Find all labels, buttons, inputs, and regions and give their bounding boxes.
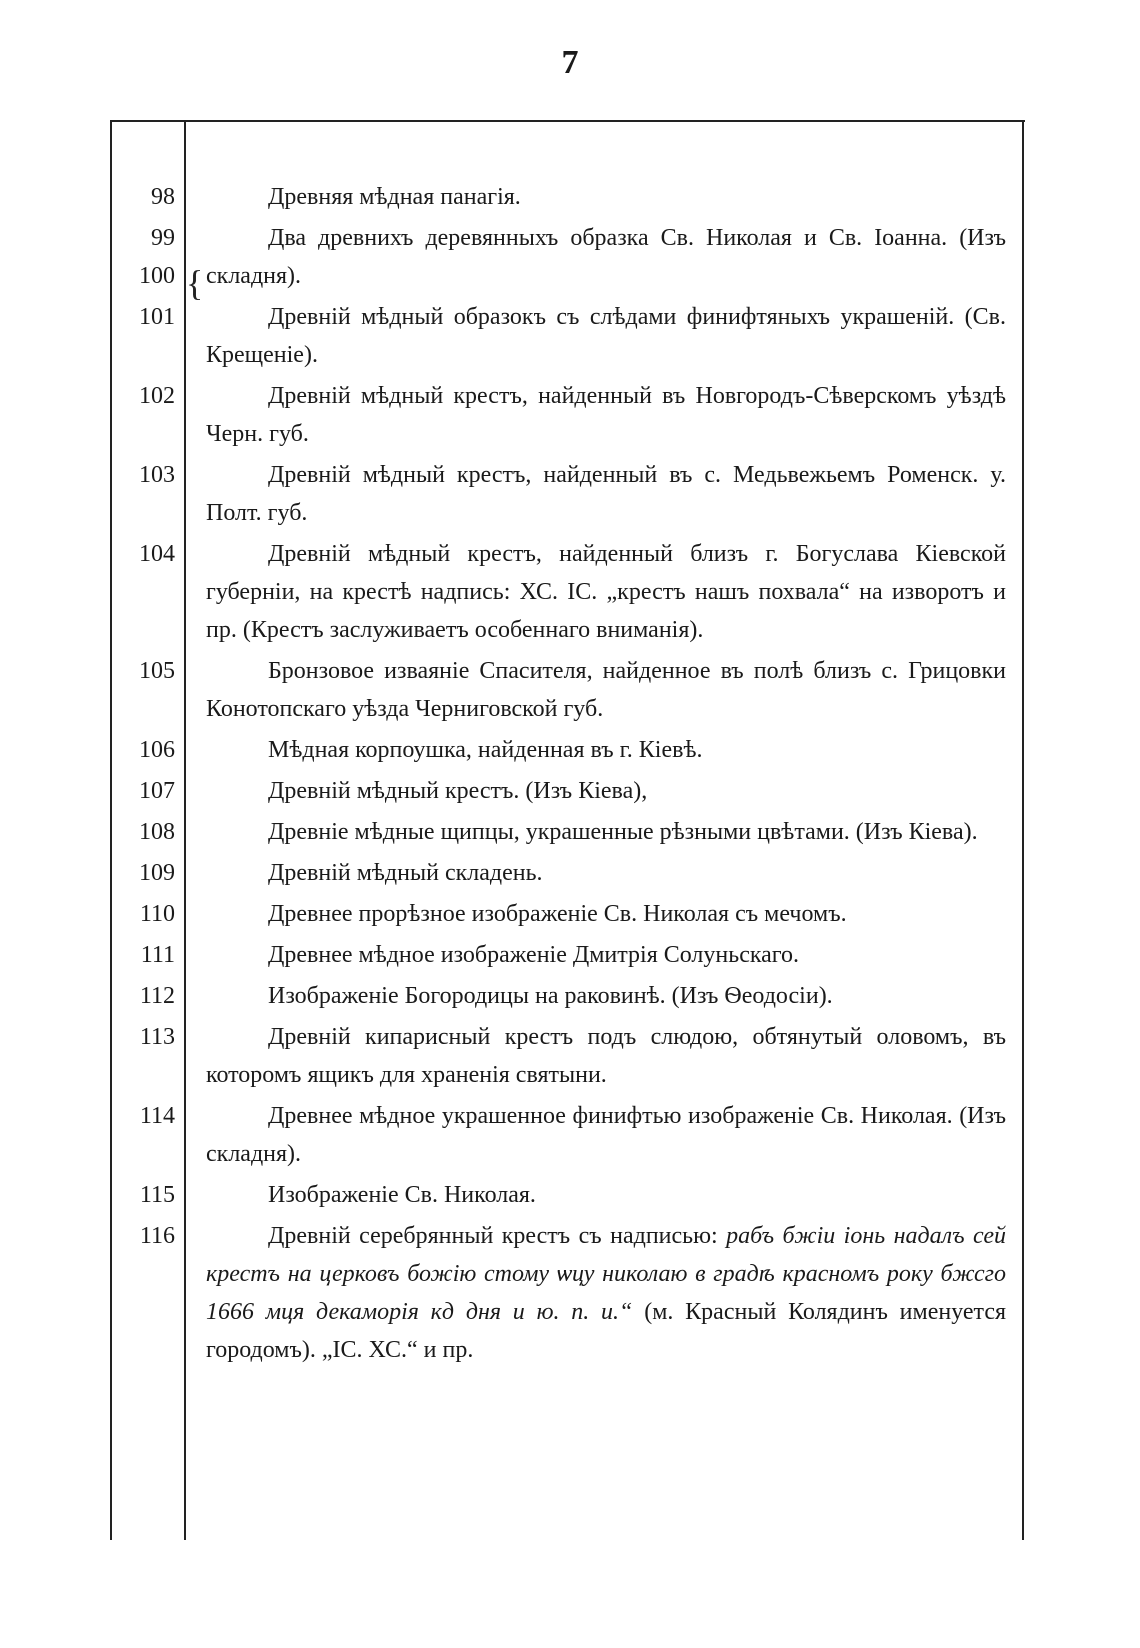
entry-number: 111 <box>140 942 175 968</box>
entry-number: 106 <box>139 737 175 763</box>
entry-number: 112 <box>139 983 175 1009</box>
catalog-entry-109 <box>0 854 1140 892</box>
catalog-entry-110 <box>0 895 1140 933</box>
entry-text: Древніе мѣдные щипцы, украшенные рѣзными цвѣтами. (Изъ Кіева). <box>268 819 978 845</box>
entry-text: Древній мѣдный складень. <box>268 860 543 886</box>
catalog-entry-108 <box>0 813 1140 851</box>
entry-text: Древній мѣдный образокъ съ слѣдами финифтяныхъ украшеній. (Св. Крещеніе). <box>206 304 1006 368</box>
entry-text: Изображеніе Св. Николая. <box>268 1182 536 1208</box>
entry-number: 101 <box>139 304 175 330</box>
entry-text: Древній мѣдный крестъ, найденный въ с. Медьвежьемъ Роменск. у. Полт. губ. <box>206 462 1006 526</box>
entry-text: Мѣдная корпоушка, найденная въ г. Кіевѣ. <box>268 737 703 763</box>
entry-number-secondary: 100 <box>139 263 175 289</box>
catalog-entry-112 <box>0 977 1140 1015</box>
entry-text: Бронзовое изваяніе Спасителя, найденное въ полѣ близъ с. Грицовки Конотопскаго уѣзда Черниговской губ. <box>206 658 1006 722</box>
entry-text: Изображеніе Богородицы на раковинѣ. (Изъ Ѳеодосіи). <box>268 983 833 1009</box>
catalog-entry-115 <box>0 1176 1140 1214</box>
catalog-entry-99-100 <box>0 219 1140 303</box>
entry-text: Древнее мѣдное изображеніе Дмитрія Солуньскаго. <box>268 942 800 968</box>
catalog-entry-105 <box>0 652 1140 728</box>
entry-number: 109 <box>139 860 175 886</box>
catalog-entry-113 <box>0 1018 1140 1094</box>
entry-number: 107 <box>139 778 175 804</box>
table-top-rule <box>110 120 1025 122</box>
inscription-text: рабъ бжіи іонь надалъ сей крестъ на церковъ божію стому ѡцу николаю в градѣ красномъ року бжсго 1666 мця декаморія кд дня и ю. п. и.“ <box>206 1223 1006 1325</box>
catalog-entry-102 <box>0 377 1140 453</box>
catalog-entry-106 <box>0 731 1140 769</box>
entry-text: Древній мѣдный крестъ. (Изъ Кіева), <box>268 778 648 804</box>
entry-text: Древнее прорѣзное изображеніе Св. Николая съ мечомъ. <box>268 901 847 927</box>
catalog-entry-116 <box>0 1217 1140 1369</box>
catalog-entry-98 <box>0 178 1140 216</box>
catalog-entry-104 <box>0 535 1140 649</box>
entry-text: Два древнихъ деревянныхъ образка Св. Николая и Св. Іоанна. (Изъ складня). <box>206 225 1006 289</box>
entry-text: Древній мѣдный крестъ, найденный въ Новгородъ-Сѣверскомъ уѣздѣ Черн. губ. <box>206 383 1006 447</box>
entry-number: 98 <box>151 184 175 210</box>
entry-text-lead: Древній серебрянный крестъ съ надписью: <box>268 1223 718 1249</box>
entry-text: Древнее мѣдное украшенное финифтью изображеніе Св. Николая. (Изъ складня). <box>206 1103 1006 1167</box>
catalog-entry-111 <box>0 936 1140 974</box>
entry-number: 105 <box>139 658 175 684</box>
grouping-brace: { <box>186 263 204 303</box>
entry-text: Древній кипарисный крестъ подъ слюдою, обтянутый оловомъ, въ которомъ ящикъ для храненія святыни. <box>206 1024 1006 1088</box>
entry-number: 104 <box>139 541 175 567</box>
entry-number: 102 <box>139 383 175 409</box>
entry-number: 113 <box>139 1024 175 1050</box>
entry-number: 115 <box>139 1182 175 1208</box>
catalog-entry-114 <box>0 1097 1140 1173</box>
entry-number: 110 <box>139 901 175 927</box>
entry-text-tail: (м. Красный Колядинъ именуется городомъ). „ІС. ХС.“ и пр. <box>206 1299 1007 1363</box>
entry-number: 108 <box>139 819 175 845</box>
entry-text: Древній мѣдный крестъ, найденный близъ г. Богуслава Кіевской губерніи, на крестѣ надпись: ХС. ІС. „крестъ нашъ похвала“ на изворотъ и пр. (Крестъ заслуживаетъ особеннаго вниманія). <box>206 541 1006 643</box>
catalog-list <box>0 178 1140 1372</box>
catalog-entry-101 <box>0 298 1140 374</box>
entry-text <box>206 1217 1006 1369</box>
entry-number: 99 <box>151 225 175 251</box>
entry-number: 116 <box>139 1223 175 1249</box>
catalog-entry-103 <box>0 456 1140 532</box>
entry-text: Древняя мѣдная панагія. <box>268 184 521 210</box>
entry-number: 114 <box>139 1103 175 1129</box>
entry-number: 103 <box>139 462 175 488</box>
page-number: 7 <box>561 44 579 81</box>
catalog-entry-107 <box>0 772 1140 810</box>
